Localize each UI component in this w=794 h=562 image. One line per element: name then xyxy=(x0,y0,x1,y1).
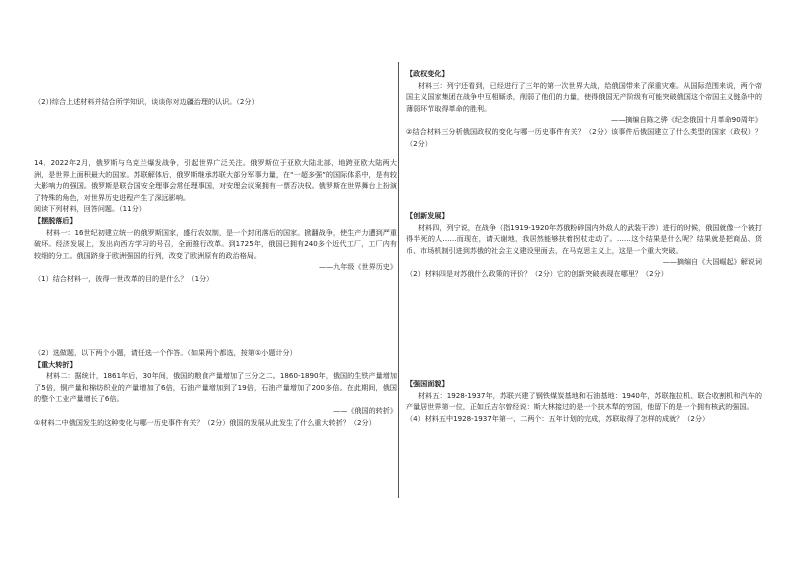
column-divider xyxy=(398,62,399,498)
material-4: 材料四，列宁说，在战争（指1919-1920年苏俄粉碎国内外敌人的武装干涉）进行的时候，俄国就像一个被打得半死的人……而现在，请天谢地，我居然能够扶着拐杖走动了。……这个结果是什么呢？结果就是把商品、货币、市场机制引进到苏俄的社会主义建设里面去，在马克思主义上，这是一个重大突破。 xyxy=(406,222,762,255)
question-4: （4）材料五中1928-1937年第一、二两个：五年计划的完成，苏联取得了怎样的成就？（2分） xyxy=(406,413,710,423)
question-2-instruction: （2）选做题，以下两个小题，请任选一个作答。（如果两个都选，按第①小题计分） xyxy=(34,348,297,357)
material-2: 材料二：据统计，1861年后，30年间，俄国的粮食产量增加了三分之二。1860-1890年，俄国的生铁产量增加了5倍，铜产量和棉纺织业的产量增加了6倍，石油产量增加到了19倍，石油产量增加了200多倍。在此期间，俄国的整个工业产量增长了6倍。 xyxy=(34,371,397,404)
material-3-source: ——摘编自陈之骅《纪念俄国十月革命90周年》 xyxy=(611,115,762,125)
question-2-2: ②结合材料三分析俄国政权的变化与哪一历史事件有关？（2分）该事件后俄国建立了什么类型的国家（政权）？（2分） xyxy=(406,126,762,148)
material-1-source: ——九年级《世界历史》 xyxy=(318,262,397,272)
question-13-2: （2）)综合上述材料并结合所学知识，谈谈你对边疆治理的认识。（2分） xyxy=(34,97,259,106)
question-14-instruction: 阅读下列材料，回答问题。（11分） xyxy=(34,204,146,214)
question-14-intro: 14．2022年2月，俄罗斯与乌克兰爆发战争，引起世界广泛关注。俄罗斯位于亚欧大陆北部，地跨亚欧大陆两大洲，是世界上面积最大的国家。苏联解体后，俄罗斯继承苏联大部分军事力量，在“一超多强”的国际体系中，是有较大影响力的强国。俄罗斯是联合国安全理事会常任理事国，对安理会议案拥有一票否决权。俄罗斯在世界舞台上扮演了特殊的角色，对世界历史进程产生了深远影响。 xyxy=(34,158,397,202)
heading-strong-nation: 【强国面貌】 xyxy=(406,379,449,388)
heading-major-turn: 【重大转折】 xyxy=(34,359,77,369)
heading-regime-change: 【政权变化】 xyxy=(406,69,449,78)
material-2-source: ——《俄国的转折》 xyxy=(333,405,397,415)
question-3: （2）材料四是对苏俄什么政策的评价？（2分）它的创新突破表现在哪里？（2分） xyxy=(406,268,668,278)
question-2-1: ①材料二中俄国发生的这种变化与哪一历史事件有关？（2分）俄国的发展从此发生了什么重大转折？（2分） xyxy=(34,417,376,427)
question-1: （1）结合材料一，彼得一世改革的目的是什么？（1分） xyxy=(34,273,214,283)
material-1: 材料一：16世纪初建立统一的俄罗斯国家，盛行农奴制，是一个封闭落后的国家。掀翻战争，使生产力遭到严重破坏。经济发展上，发出向西方学习的号召，全面推行改革。到1725年，俄国已拥有240多个近代工厂，工厂内有较细的分工。俄国跻身于欧洲强国的行列，改变了欧洲原有的政治格局。 xyxy=(34,227,397,260)
heading-escape-backwardness: 【摆脱落后】 xyxy=(34,215,77,225)
material-5: 材料五：1928-1937年，苏联兴建了钢铁煤炭基地和石油基地：1940年，苏联拖拉机、联合收割机和汽车的产量居世界第一位，正如丘吉尔曾经说：斯大林接过的是一个扶木犁的穷国，他留下的是一个拥有核武的强国。 xyxy=(406,390,762,412)
material-3: 材料三：列宁还看到，已经进行了三年的第一次世界大战，给俄国带来了深重灾难。从国际范围来说，两个帝国主义国家集团在战争中互相厮杀，削弱了他们的力量，使得俄国无产阶级有可能突破俄国这个帝国主义链条中的薄弱环节取得革命的胜利。 xyxy=(406,80,762,113)
heading-innovation: 【创新发展】 xyxy=(406,211,449,220)
material-4-source: ——摘编自《大国崛起》解说词 xyxy=(662,257,762,267)
